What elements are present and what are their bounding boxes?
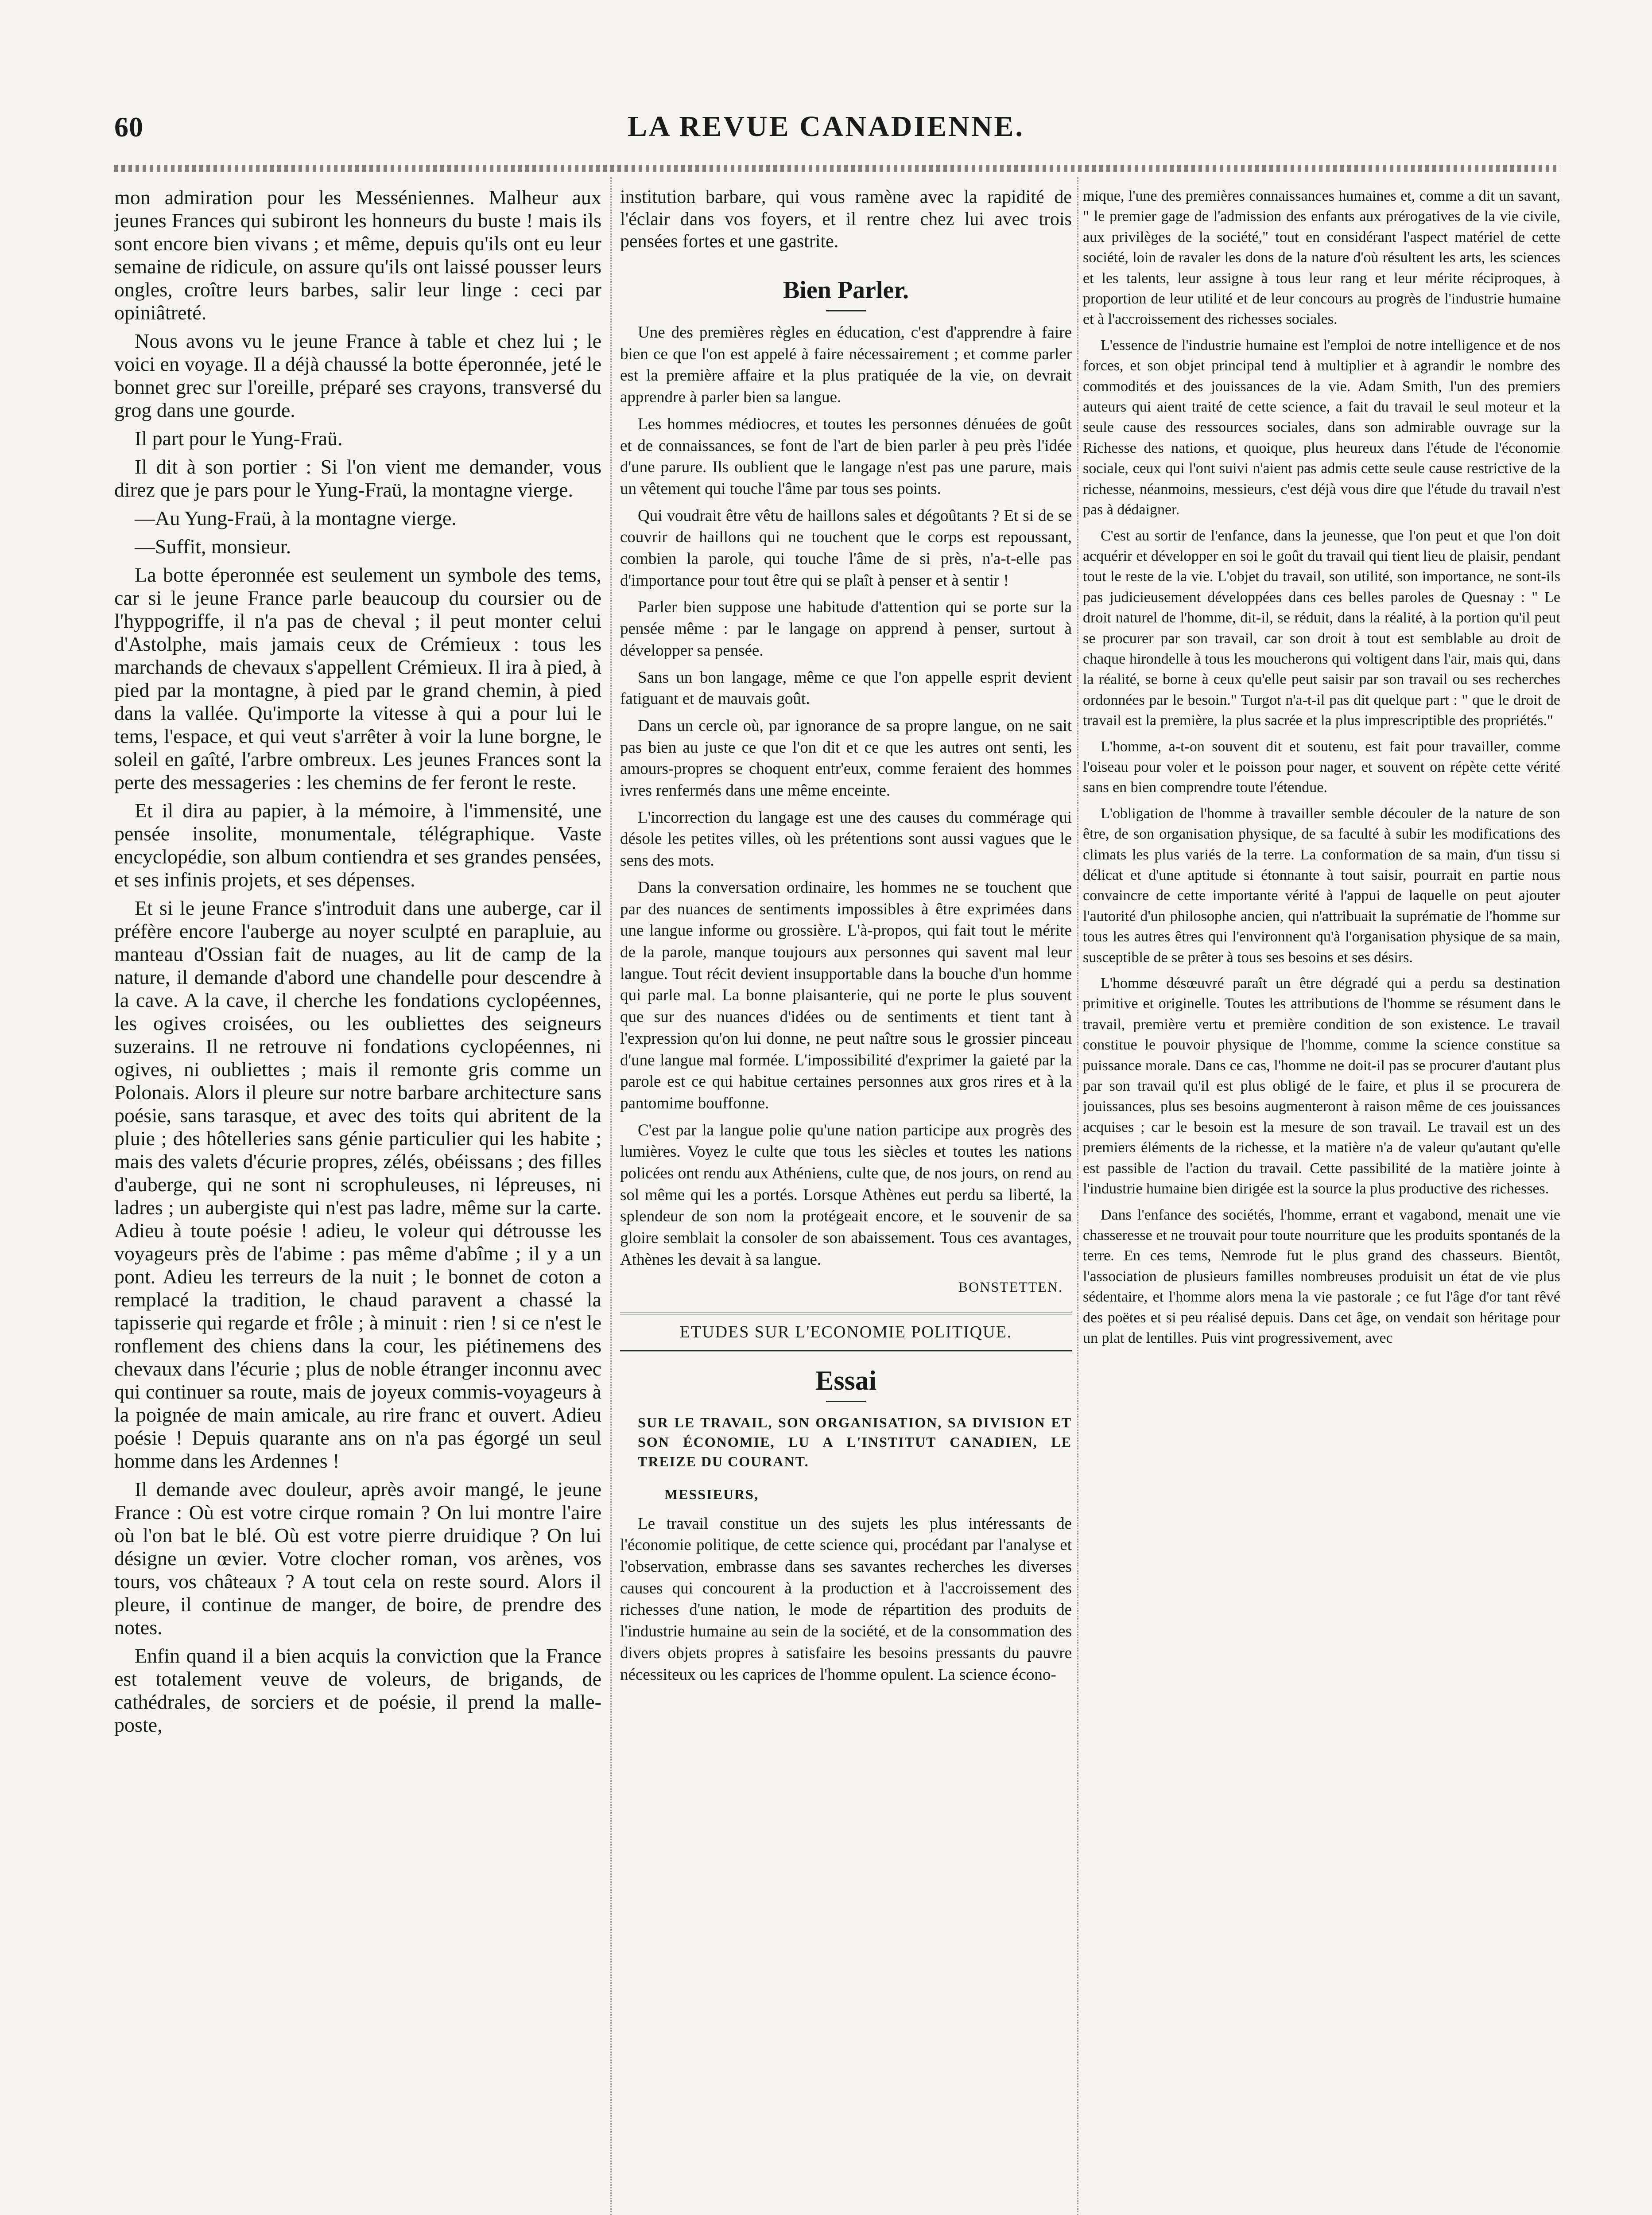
- salutation: MESSIEURS,: [664, 1486, 759, 1502]
- paragraph: Il dit à son portier : Si l'on vient me demander, vous direz que je pars pour le Yung-Fraü, la montagne vierge.: [114, 455, 601, 501]
- paragraph: Il part pour le Yung-Fraü.: [135, 427, 343, 450]
- running-title: LA REVUE CANADIENNE.: [628, 110, 1024, 143]
- column-2: [620, 186, 1072, 2215]
- paragraph: Les hommes médiocres, et toutes les personnes dénuées de goût et de connaissances, se font de l'art de bien parler à peu près l'idée d'une parure. Ils oublient que le langage n'est pas une parure, mais un vêtement qui touche l'âme par tous ses points.: [620, 415, 1072, 498]
- paragraph: Dans la conversation ordinaire, les hommes ne se touchent que par des nuances de sentiments impossibles à être exprimées dans une langue informe ou grossière. L'à-propos, qui fait tout le mérite de la parole, manque toujours aux personnes qui savent mal leur langue. Tout récit devient insupportable dans la bouche d'un homme qui parle mal. La bonne plaisanterie, qui ne porte le plus souvent que sur des nuances d'idées ou de sentiments et tient tant à l'expression qu'on lui donne, ne peut naître sous le grossier pinceau d'une langue mal formée. L'impossibilité d'exprimer la gaieté par la parole est ce qui habitue certaines personnes aux gros rires et à la pantomime bouffonne.: [620, 878, 1072, 1112]
- header-rule: [114, 165, 1560, 172]
- paragraph: L'homme, a-t-on souvent dit et soutenu, est fait pour travailler, comme l'oiseau pour voler et le poisson pour nager, et souvent on répète cette vérité sans en bien comprendre toute l'étendue.: [1083, 738, 1560, 796]
- paragraph: La botte éperonnée est seulement un symbole des tems, car si le jeune France parle beaucoup du coursier ou de l'hyppogriffe, il n'a pas de cheval ; il peut monter celui d'Astolphe, mais jamais ceux de Crémieux : tous les marchands de chevaux s'appellent Crémieux. Il ira à pied, à pied par la montagne, à pied par le grand chemin, à pied dans la vallée. Qu'importe la vitesse à qui a pour lui le tems, l'espace, et qui veut s'arrêter à voir la lune borgne, le soleil en gaîté, l'arbre ombreux. Les jeunes Frances sont la perte des messageries : les chemins de fer feront le reste.: [114, 563, 601, 793]
- paragraph: Il demande avec douleur, après avoir mangé, le jeune France : Où est votre cirque romain ? On lui montre l'aire où l'on bat le blé. Où est votre pierre druidique ? On lui désigne un œvier. Votre clocher roman, vos arènes, vos tours, vos châteaux ? A tout cela on reste sourd. Alors il pleure, il continue de manger, de boire, de prendre des notes.: [114, 1478, 601, 1639]
- paragraph: mique, l'une des premières connaissances humaines et, comme a dit un savant, " le premier gage de l'admission des enfants aux prérogatives de la vie civile, aux privilèges de la société," tout en considérant l'aspect matériel de cette société, loin de ravaler les dons de la nature d'où résultent les arts, les sciences et les talents, leur assigne à tous leur rang et leur mérite réciproques, à proportion de leur utilité et de leur concours au progrès de l'industrie humaine et à l'accroissement des richesses sociales.: [1083, 188, 1560, 328]
- paragraph: Et si le jeune France s'introduit dans une auberge, car il préfère encore l'auberge au noyer sculpté en parapluie, au manteau d'Ossian fait de nuages, au lit de camp de la nature, il demande d'abord une chandelle pour descendre à la cave. A la cave, il cherche les fondations cyclopéennes, les ogives croisées, ou les oubliettes des seigneurs suzerains. Il ne retrouve ni fondations cyclopéennes, ni ogives, ni oubliettes ; mais il remonte gris comme un Polonais. Alors il pleure sur notre barbare architecture sans poésie, sans tarasque, et avec des toits qui abritent de la pluie ; des hôtelleries sans génie particulier qui les habite ; mais des valets d'écurie propres, zélés, obéissans ; des filles d'auberge, qui ne sont ni scrophuleuses, ni lépreuses, ni ladres ; un aubergiste qui n'est pas ladre, même sur la carte. Adieu à toute poésie ! adieu, le voleur qui détrousse les voyageurs près de l'abime : pas même d'abîme ; il y a un pont. Adieu les terreurs de la nuit ; le bonnet de coton a remplacé la tradition, le chaud paravent a chassé la tapisserie qui regarde et frôle ; à minuit : rien ! si ce n'est le ronflement des chiens dans la cour, les piétinemens des chevaux dans l'écurie ; plus de noble étranger inconnu avec qui continuer sa route, mais de joyeux commis-voyageurs à la poignée de main amicale, au rire franc et ouvert. Adieu poésie ! Depuis quarante ans on n'a pas égorgé un seul homme dans les Ardennes !: [114, 897, 601, 1472]
- paragraph: Et il dira au papier, à la mémoire, à l'immensité, une pensée insolite, monumentale, télégraphique. Vaste encyclopédie, son album contiendra et ses grandes pensées, et ses infinis projets, et ses dépenses.: [114, 799, 601, 891]
- page-number: 60: [114, 111, 143, 143]
- section-heading: ETUDES SUR L'ECONOMIE POLITIQUE.: [620, 1313, 1072, 1352]
- essay-title: Essai: [815, 1365, 876, 1396]
- author-signature: BONSTETTEN.: [958, 1278, 1063, 1295]
- paragraph: L'essence de l'industrie humaine est l'emploi de notre intelligence et de nos forces, et son objet principal tend à multiplier et à agrandir le nombre des commodités et des jouissances de la vie. Adam Smith, l'un des premiers auteurs qui aient traité de cette science, a fait du travail le seul moteur et la seule cause des ressources sociales, dans son admirable ouvrage sur la Richesse des nations, et quoique, plus heureux dans l'étude de l'économie sociale, ceux qui l'ont suivi n'aient pas admis cette seule cause restrictive de la richesse, néanmoins, messieurs, c'est déjà vous dire que l'étude du travail n'est pas à dédaigner.: [1083, 337, 1560, 518]
- paragraph: Dans l'enfance des sociétés, l'homme, errant et vagabond, menait une vie chasseresse et ne trouvait pour toute nourriture que les produits spontanés de la terre. En ces tems, Nemrode fut le plus grand des chasseurs. Bientôt, l'association de plusieurs familles nombreuses produisit un état de vie plus sédentaire, et l'homme alors mena la vie pastorale ; ce fut l'âge d'or tant rêvé des poëtes et si peu réalisé depuis. Dans cet âge, on vendait son héritage pour un plat de lentilles. Puis vint progressivement, avec: [1083, 1206, 1560, 1346]
- paragraph: —Suffit, monsieur.: [135, 535, 291, 558]
- paragraph: —Au Yung-Fraü, à la montagne vierge.: [135, 507, 457, 529]
- essay-subtitle: SUR LE TRAVAIL, SON ORGANISATION, SA DIVISION ET SON ÉCONOMIE, LU A L'INSTITUT CANADIEN, LE TREIZE DU COURANT.: [638, 1414, 1072, 1469]
- paragraph: Dans un cercle où, par ignorance de sa propre langue, on ne sait pas bien au juste ce que l'on dit et ce que les autres ont senti, les amours-propres se choquent entr'eux, comme feraient des hommes ivres renfermés dans une même enceinte.: [620, 716, 1072, 800]
- paragraph: L'obligation de l'homme à travailler semble découler de la nature de son être, de son organisation physique, de sa faculté à subir les modifications des climats les plus variés de la terre. La conformation de sa main, d'un tissu si délicat et d'une aptitude si étonnante à tout saisir, pourrait en partie nous convaincre de cette importante vérité à l'appui de laquelle on peut ajouter l'autorité d'un philosophe ancien, qui n'attribuait la suprématie de l'homme sur tous les autres êtres qui l'environnent qu'à l'organisation physique de sa main, susceptible de se prêter à tous ses besoins et ses désirs.: [1083, 805, 1560, 966]
- column-3: [1083, 186, 1560, 2215]
- title-rule: [826, 310, 866, 311]
- paragraph: Qui voudrait être vêtu de haillons sales et dégoûtants ? Et si de se couvrir de haillons qui ne touchent que le corps est repoussant, combien la parole, qui touche l'âme de si près, n'a-t-elle pas d'importance pour tout être qui se plaît à penser et à sentir !: [620, 506, 1072, 590]
- paragraph: L'homme désœuvré paraît un être dégradé qui a perdu sa destination primitive et originelle. Toutes les attributions de l'homme se résument dans le travail, première vertu et première condition de son existence. Le travail constitue le pouvoir physique de l'homme, comme la science constitue sa puissance morale. Dans ce cas, l'homme ne doit-il pas se procurer d'autant plus par son travail qu'il est plus obligé de le faire, et plus il se procurera de jouissances, plus ses besoins augmenteront à raison même de ces jouissances acquises ; car le besoin est la mesure de son travail. Le travail est un des premiers éléments de la richesse, et la matière n'a de valeur qu'autant qu'elle est passible de l'action du travail. Cette passibilité de la matière jointe à l'industrie humaine bien dirigée est la source la plus productive des richesses.: [1083, 975, 1560, 1197]
- paragraph: Le travail constitue un des sujets les plus intéressants de l'économie politique, de cette science qui, procédant par l'analyse et l'observation, embrasse dans ses savantes recherches les diverses causes qui concourent à la production et à l'accroissement des richesses d'une nation, le mode de répartition des produits de l'industrie humaine au sein de la société, et de la consommation des divers objets propres à satisfaire les besoins pressants du pauvre nécessiteux ou les caprices de l'homme opulent. La science écono-: [620, 1514, 1072, 1684]
- column-divider-left: [610, 177, 612, 2215]
- continuation-paragraph: institution barbare, qui vous ramène avec la rapidité de l'éclair dans vos foyers, et il rentre chez lui avec trois pensées fortes et une gastrite.: [620, 187, 1072, 252]
- column-divider-right: [1077, 177, 1078, 2215]
- paragraph: Enfin quand il a bien acquis la conviction que la France est totalement veuve de voleurs, de brigands, de cathédrales, de sorciers et de poésie, il prend la malle-poste,: [114, 1644, 601, 1736]
- article-title: Bien Parler.: [783, 276, 909, 304]
- paragraph: Nous avons vu le jeune France à table et chez lui ; le voici en voyage. Il a déjà chaussé la botte éperonnée, jeté le bonnet grec sur l'oreille, préparé ses crayons, transversé du grog dans une gourde.: [114, 330, 601, 421]
- paragraph: Une des premières règles en éducation, c'est d'apprendre à faire bien ce que l'on est appelé à faire nécessairement ; et comme parler est la première affaire et la plus pratiquée de la vie, on devrait apprendre à parler bien sa langue.: [620, 323, 1072, 407]
- essay-title-rule: [826, 1401, 866, 1402]
- paragraph: C'est au sortir de l'enfance, dans la jeunesse, que l'on peut et que l'on doit acquérir et développer en soi le goût du travail qui tient lieu de plaisir, pendant tout le reste de la vie. L'objet du travail, son utilité, son importance, ne sont-ils pas judicieusement développées dans ces belles paroles de Quesnay : " Le droit naturel de l'homme, dit-il, se réduit, dans la réalité, à la portion qu'il peut se procurer par son travail, car son droit à tout est semblable au droit de chaque hirondelle à tous les moucherons qui voltigent dans l'air, mais qui, dans la réalité, se borne à ceux qu'elle peut saisir par son travail ou ses recherches ordonnées par le besoin." Turgot n'a-t-il pas dit quelque part : " que le droit de travail est la première, la plus sacrée et la plus imprescriptible des propriétés.": [1083, 527, 1560, 729]
- paragraph: C'est par la langue polie qu'une nation participe aux progrès des lumières. Voyez le culte que tous les siècles et toutes les nations policées ont rendu aux Athéniens, culte que, de nos jours, on rend au sol même qui les a portés. Lorsque Athènes eut perdu sa liberté, la splendeur de son nom la protégeait encore, et le souvenir de sa gloire semblait la consoler de son abaissement. Tous ces avantages, Athènes les devait à sa langue.: [620, 1121, 1072, 1269]
- paragraph: Sans un bon langage, même ce que l'on appelle esprit devient fatiguant et de mauvais goût.: [620, 668, 1072, 708]
- paragraph: mon admiration pour les Messéniennes. Malheur aux jeunes Frances qui subiront les honneurs du buste ! mais ils sont encore bien vivans ; et même, depuis qu'ils ont eu leur semaine de ridicule, on assure qu'ils ont laissé pousser leurs ongles, croître leurs barbes, salir leur linge : ceci par opiniâtreté.: [114, 186, 601, 324]
- paragraph: Parler bien suppose une habitude d'attention qui se porte sur la pensée même : par le langage on apprend à penser, surtout à développer sa pensée.: [620, 598, 1072, 660]
- paragraph: L'incorrection du langage est une des causes du commérage qui désole les petites villes, où les prétentions sont aussi vagues que le sens des mots.: [620, 808, 1072, 870]
- column-1: [114, 186, 601, 2215]
